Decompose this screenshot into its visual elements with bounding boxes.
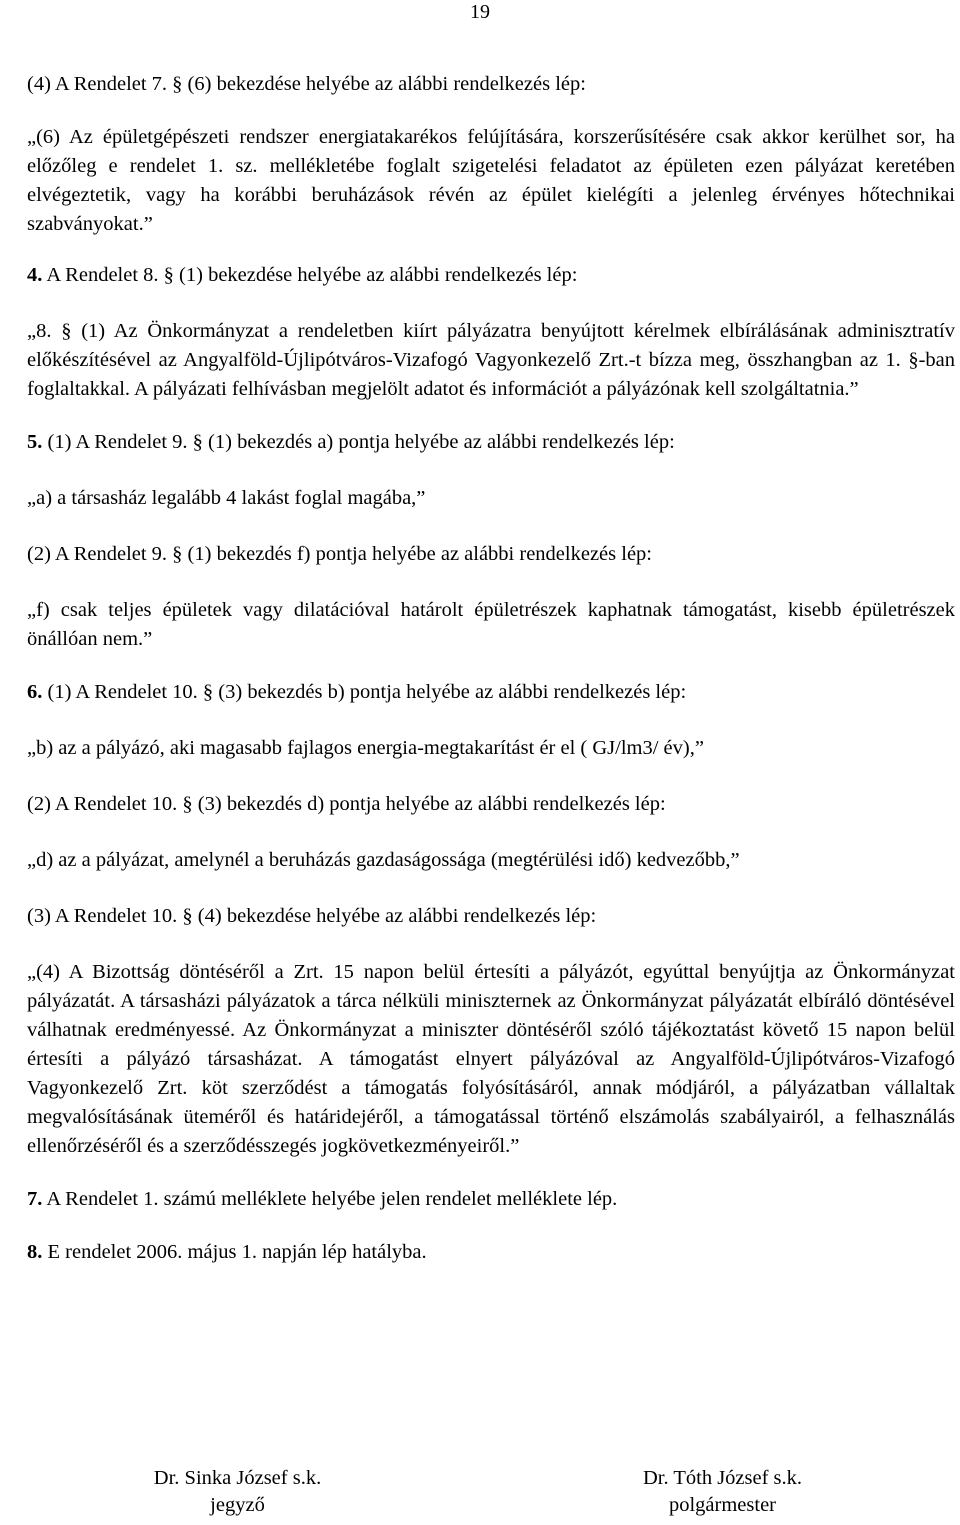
signature-title: jegyző <box>210 1494 265 1516</box>
quoted-provision-6 <box>5 123 955 239</box>
page-number: 19 <box>470 1 490 23</box>
quoted-point-d: „d) az a pályázat, amelynél a beruházás gazdaságossága (megtérülési idő) kedvezőbb,” <box>27 849 740 871</box>
paragraph-amendment-4: (4) A Rendelet 7. § (6) bekezdése helyébe az alábbi rendelkezés lép: <box>27 73 586 95</box>
document-body <box>5 70 955 1267</box>
quoted-provision-6-text: „(6) Az épületgépészeti rendszer energiatakarékos felújítására, korszerűsítésére csak akkor kerülhet sor, ha előzőleg e rendelet 1. sz. mellékletébe foglalt szigetelési feladatot az épületen ezen pályázat keretében elvégeztetik, vagy ha korábbi beruházások révén az épület kielégíti a jelenleg érvényes hőtechnikai szabványokat.” <box>27 126 955 235</box>
section-4-heading <box>5 261 955 290</box>
signature-mayor <box>585 1465 860 1519</box>
section-5-heading <box>5 428 955 457</box>
section-text: (1) A Rendelet 10. § (3) bekezdés b) pontja helyébe az alábbi rendelkezés lép: <box>47 681 687 703</box>
signature-title: polgármester <box>668 1494 776 1516</box>
signature-notary <box>100 1465 375 1519</box>
section-number: 8. <box>27 1241 43 1263</box>
amendment-9-f: (2) A Rendelet 9. § (1) bekezdés f) pontja helyébe az alábbi rendelkezés lép: <box>27 543 652 565</box>
quoted-provision-8-text: „8. § (1) Az Önkormányzat a rendeletben kiírt pályázatra benyújtott kérelmek elbírálásának adminisztratív előkészítésével az Angyalföld-Újlipótváros-Vizafogó Vagyonkezelő Zrt.-t bízza meg, összhangban az 1. §-ban foglaltakkal. A pályázati felhívásban megjelölt adatot és információt a pályázónak kell szolgáltatnia.” <box>27 320 955 400</box>
section-6-heading <box>5 678 955 707</box>
section-7-heading <box>5 1185 955 1214</box>
quoted-point-b: „b) az a pályázó, aki magasabb fajlagos energia-megtakarítást ér el ( GJ/lm3/ év),” <box>27 737 704 759</box>
section-number: 5. <box>27 431 43 453</box>
signature-block <box>0 1465 960 1525</box>
section-number: 6. <box>27 681 43 703</box>
quoted-point-a: „a) a társasház legalább 4 lakást foglal magába,” <box>27 487 426 509</box>
signature-name: Dr. Tóth József s.k. <box>642 1467 803 1489</box>
section-text: A Rendelet 1. számú melléklete helyébe jelen rendelet melléklete lép. <box>46 1188 618 1210</box>
amendment-10-4: (3) A Rendelet 10. § (4) bekezdése helyébe az alábbi rendelkezés lép: <box>27 905 597 927</box>
section-text: A Rendelet 8. § (1) bekezdése helyébe az alábbi rendelkezés lép: <box>46 264 578 286</box>
section-number: 7. <box>27 1188 43 1210</box>
quoted-point-f <box>5 596 955 654</box>
section-number: 4. <box>27 264 43 286</box>
section-8-heading <box>5 1238 955 1267</box>
section-text: E rendelet 2006. május 1. napján lép hatályba. <box>47 1241 427 1263</box>
quoted-provision-8 <box>5 317 955 404</box>
amendment-10-d: (2) A Rendelet 10. § (3) bekezdés d) pontja helyébe az alábbi rendelkezés lép: <box>27 793 666 815</box>
quoted-point-f-text: „f) csak teljes épületek vagy dilatációval határolt épületrészek kaphatnak támogatást, kisebb épületrészek önállóan nem.” <box>27 599 955 650</box>
quoted-provision-4 <box>5 958 955 1161</box>
section-text: (1) A Rendelet 9. § (1) bekezdés a) pontja helyébe az alábbi rendelkezés lép: <box>47 431 675 453</box>
signature-name: Dr. Sinka József s.k. <box>153 1467 322 1489</box>
quoted-provision-4-text: „(4) A Bizottság döntéséről a Zrt. 15 napon belül értesíti a pályázót, egyúttal benyújtja az Önkormányzat pályázatát. A társasházi pályázatok a tárca nélküli miniszternek az Önkormányzat pályázatát elbíráló döntésével válhatnak eredményessé. Az Önkormányzat a miniszter döntéséről szóló tájékoztatást követő 15 napon belül értesíti a pályázó társasházat. A támogatást elnyert pályázóval az Angyalföld-Újlipótváros-Vizafogó Vagyonkezelő Zrt. köt szerződést a támogatás folyósításáról, annak módjáról, a pályázatban vállaltak megvalósításának üteméről és határidejéről, a támogatással történő elszámolás szabályairól, a felhasználás ellenőrzéséről és a szerződésszegés jogkövetkezményeiről.” <box>27 961 955 1157</box>
